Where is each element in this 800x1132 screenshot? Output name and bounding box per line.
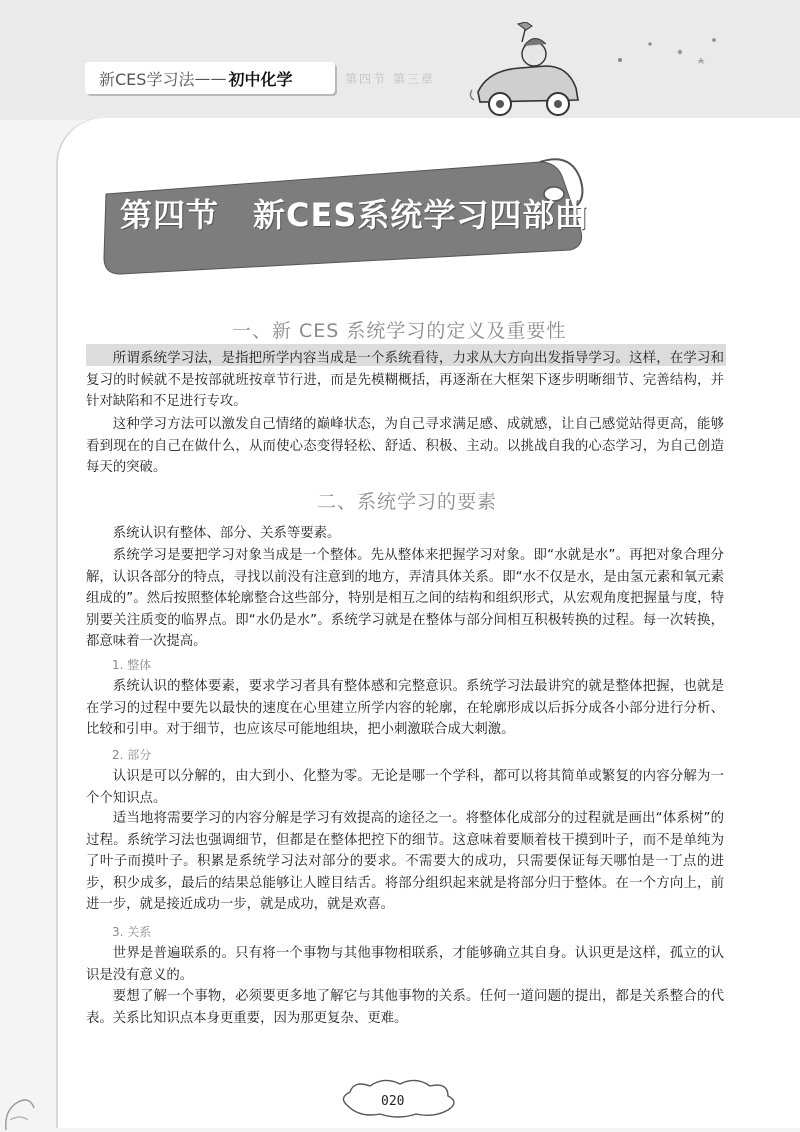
- subsection-label-1: 1. 整体: [112, 658, 152, 672]
- subsection-label-3: 3. 关系: [112, 925, 152, 939]
- section-heading-2: 二、系统学习的要素: [317, 491, 498, 513]
- header-series: 新CES学习法: [99, 69, 195, 89]
- cartoon-car-icon: [468, 22, 588, 122]
- running-header: [85, 62, 335, 94]
- subsection-label-2: 2. 部分: [112, 748, 152, 762]
- paragraph: 世界是普遍联系的。只有将一个事物与其他事物相联系，才能够确立其自身。认识更是这样，孤立的认识是没有意义的。: [86, 946, 724, 983]
- paragraph: 认识是可以分解的，由大到小、化整为零。无论是哪一个学科，都可以将其简单或繁复的内容分解为一个个知识点。: [86, 769, 724, 806]
- paragraph: 系统学习是要把学习对象当成是一个整体。先从整体来把握学习对象。即“水就是水”。再把对象合理分解，认识各部分的特点，寻找以前没有注意到的地方，弄清具体关系。即“水不仅是水，是由氢元素和氧元素组成的”。然后按照整体轮廓整合这些部分，特别是相互之间的结构和组织形式，从宏观角度把握量与度，特别要关注质变的临界点。即“水仍是水”。系统学习就是在整体与部分间相互积极转换的过程。每一次转换，都意味着一次提高。: [86, 548, 724, 650]
- banner-title: [120, 190, 589, 236]
- sparkles-decoration: [610, 30, 730, 90]
- paragraph: 所谓系统学习法，是指把所学内容当成是一个系统看待，力求从大方向出发指导学习。这样，在学习和复习的时候就不是按部就班按章节行进，而是先模糊概括，再逐渐在大框架下逐步明晰细节、完善结构，并针对缺陷和不足进行专攻。: [86, 351, 724, 410]
- corner-doodle: [0, 1080, 60, 1132]
- paragraph: 这种学习方法可以激发自己情绪的巅峰状态，为自己寻求满足感、成就感，让自己感觉站得更高，能够看到现在的自己在做什么，从而使心态变得轻松、舒适、积极、主动。以挑战自我的心态学习，为自己创造每天的突破。: [86, 417, 724, 476]
- header-subject: 初中化学: [228, 69, 293, 89]
- page-number: 020: [381, 1094, 405, 1109]
- paragraph: 系统认识有整体、部分、关系等要素。: [112, 526, 341, 541]
- section-heading-1: 一、新 CES 系统学习的定义及重要性: [232, 320, 567, 342]
- header-dash: ——: [194, 68, 227, 88]
- paragraph: 适当地将需要学习的内容分解是学习有效提高的途径之一。将整体化成部分的过程就是画出“体系树”的过程。系统学习法也强调细节，但都是在整体把控下的细节。这意味着要顺着枝干摸到叶子，而不是单纯为了叶子而摸叶子。积累是系统学习法对部分的要求。不需要大的成功，只需要保证每天哪怕是一丁点的进步，积少成多，最后的结果总能够让人瞠目结舌。将部分组织起来就是将部分归于整体。在一个方向上，前进一步，就是接近成功一步，就是成功，就是欢喜。: [86, 811, 724, 913]
- banner-section-number: 第四节: [120, 196, 220, 234]
- banner-section-title: 新CES系统学习四部曲: [253, 196, 589, 234]
- paragraph: 系统认识的整体要素，要求学习者具有整体感和完整意识。系统学习法最讲究的就是整体把握，也就是在学习的过程中要先以最快的速度在心里建立所学内容的轮廓，在轮廓形成以后拆分成各小部分进行分析、比较和引申。对于细节，也应该尽可能地组块，把小刺激联合成大刺激。: [86, 679, 724, 738]
- paragraph: 要想了解一个事物，必须要更多地了解它与其他事物的关系。任何一道问题的提出，都是关系整合的代表。关系比知识点本身更重要，因为那更复杂、更难。: [86, 989, 724, 1026]
- header-faint-text: 第四节 第三章: [345, 72, 435, 86]
